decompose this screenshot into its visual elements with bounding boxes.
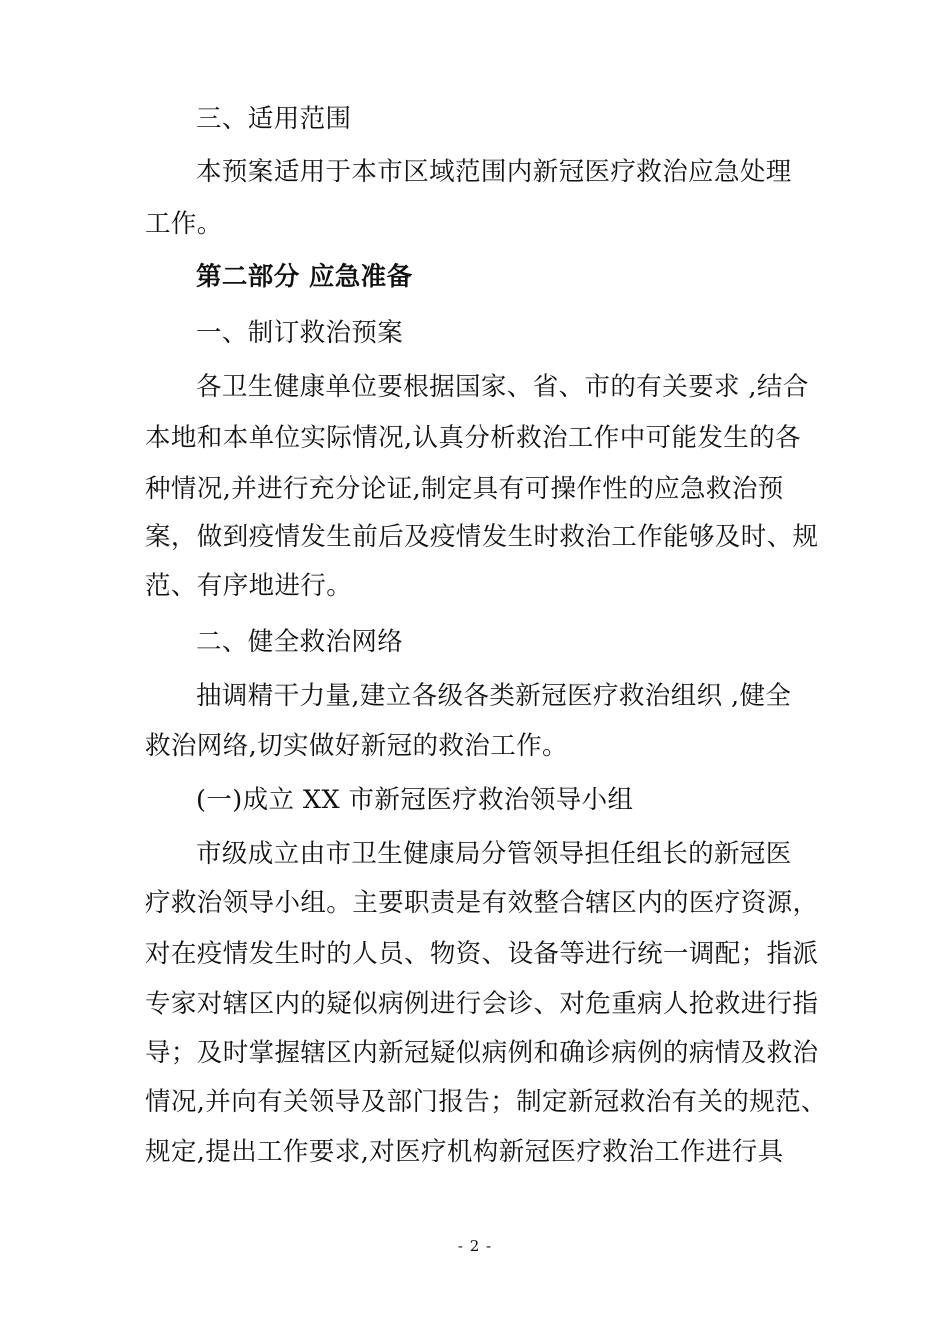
- paragraph-line: 救治网络,切实做好新冠的救治工作。: [145, 731, 568, 761]
- paragraph-line: 案，做到疫情发生前后及疫情发生时救治工作能够及时、规: [145, 522, 819, 552]
- part-heading: 第二部分 应急准备: [196, 262, 413, 292]
- paragraph-line: 导；及时掌握辖区内新冠疑似病例和确诊病例的病情及救治: [145, 1038, 819, 1068]
- section-heading-plan: 一、制订救治预案: [196, 318, 404, 348]
- paragraph-line: 市级成立由市卫生健康局分管领导担任组长的新冠医: [196, 839, 792, 869]
- paragraph-line: 范、有序地进行。: [145, 571, 353, 601]
- paragraph-line: 种情况,并进行充分论证,制定具有可操作性的应急救治预: [145, 474, 784, 504]
- page-number: - 2 -: [457, 1237, 493, 1255]
- subsection-heading: (一)成立 XX 市新冠医疗救治领导小组: [196, 785, 634, 815]
- paragraph-line: 工作。: [145, 209, 223, 239]
- section-heading-network: 二、健全救治网络: [196, 627, 404, 657]
- paragraph-line: 本预案适用于本市区域范围内新冠医疗救治应急处理: [196, 157, 792, 187]
- paragraph-line: 抽调精干力量,建立各级各类新冠医疗救治组织 ,健全: [196, 681, 792, 711]
- paragraph-line: 对在疫情发生时的人员、物资、设备等进行统一调配；指派: [145, 939, 819, 969]
- paragraph-line: 情况,并向有关领导及部门报告；制定新冠救治有关的规范、: [145, 1087, 827, 1117]
- paragraph-line: 各卫生健康单位要根据国家、省、市的有关要求 ,结合: [196, 372, 809, 402]
- paragraph-line: 疗救治领导小组。主要职责是有效整合辖区内的医疗资源，: [145, 888, 819, 918]
- paragraph-line: 本地和本单位实际情况,认真分析救治工作中可能发生的各: [145, 423, 802, 453]
- paragraph-line: 规定,提出工作要求,对医疗机构新冠医疗救治工作进行具: [145, 1137, 784, 1167]
- paragraph-line: 专家对辖区内的疑似病例进行会诊、对危重病人抢救进行指: [145, 989, 819, 1019]
- section-heading-scope: 三、适用范围: [196, 104, 352, 134]
